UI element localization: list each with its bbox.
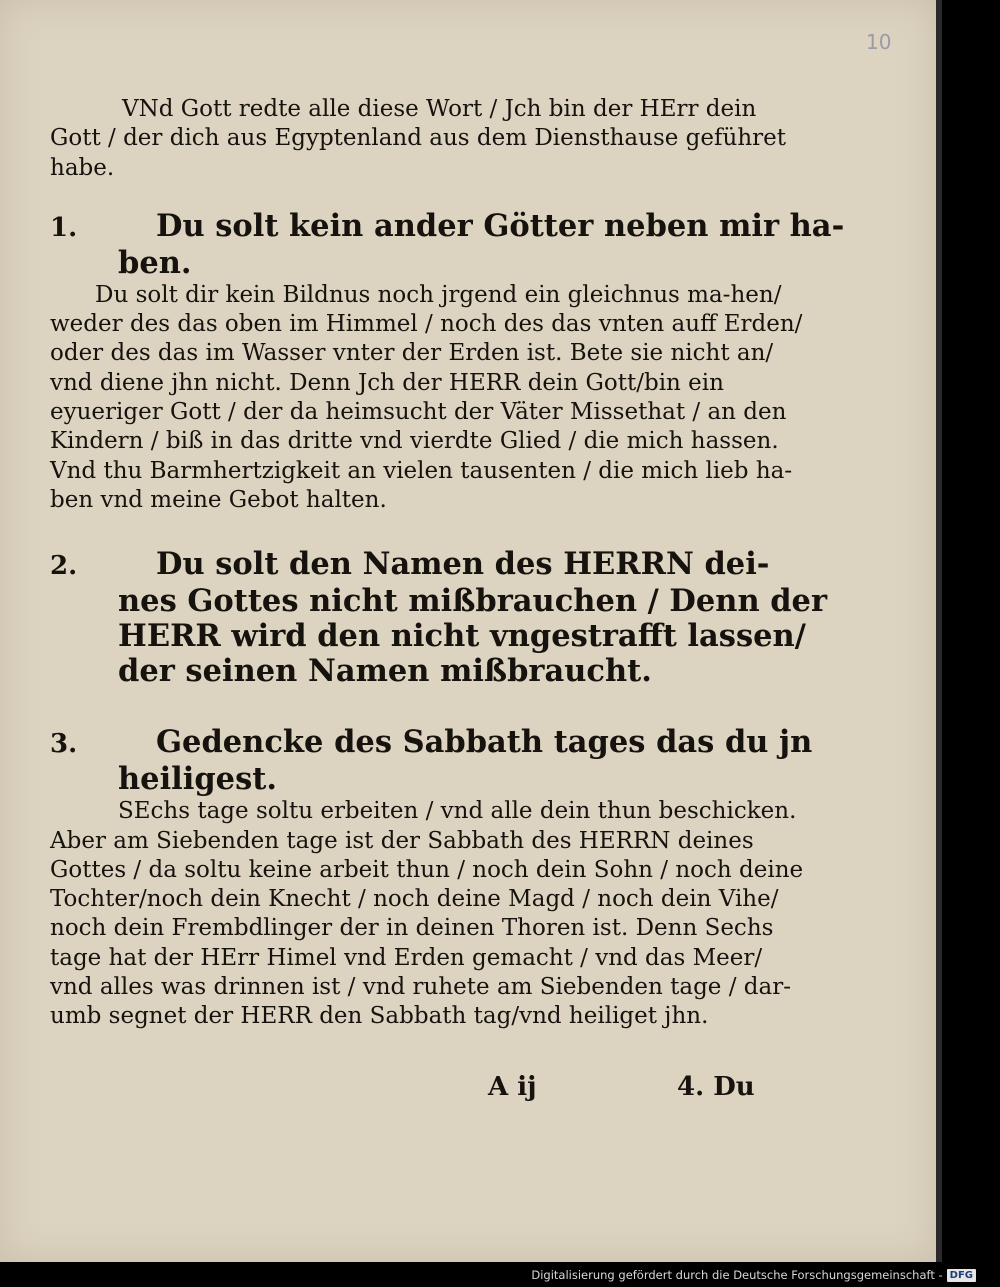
- commandment-1-text: eyueriger Gott / der da heimsucht der Väter Missethat / an den: [50, 399, 787, 426]
- commandment-3-text: SEchs tage soltu erbeiten / vnd alle dein thun beschicken.: [118, 798, 797, 825]
- commandment-3-heading: 3. Gedencke des Sabbath tages das du jn: [50, 724, 813, 761]
- commandment-1-text: Du solt dir kein Bildnus noch jrgend ein gleichnus ma-hen/: [95, 281, 782, 308]
- commandment-2-heading: 2. Du solt den Namen des HERRN dei-: [50, 546, 770, 583]
- intro-line: Gott / der dich aus Egyptenland aus dem Diensthause geführet: [50, 125, 786, 152]
- dfg-logo: DFG: [947, 1269, 976, 1282]
- intro-line: habe.: [50, 154, 115, 181]
- commandment-1-text: oder des das im Wasser vnter der Erden ist. Bete sie nicht an/: [50, 340, 774, 367]
- commandment-3-text: umb segnet der HERR den Sabbath tag/vnd heiliget jhn.: [50, 1003, 709, 1030]
- intro-line: VNd Gott redte alle diese Wort / Jch bin der HErr dein: [122, 96, 757, 122]
- commandment-3-text: Tochter/noch dein Knecht / noch deine Magd / noch dein Vihe/: [50, 886, 779, 913]
- commandment-1-text: ben vnd meine Gebot halten.: [50, 486, 387, 513]
- commandment-3-heading-cont: heiligest.: [118, 761, 277, 798]
- commandment-1-text: Vnd thu Barmhertzigkeit an vielen tausenten / die mich lieb ha-: [50, 457, 793, 484]
- commandment-1-text: Kindern / biß in das dritte vnd vierdte Glied / die mich hassen.: [50, 428, 779, 455]
- credit-text: Digitalisierung gefördert durch die Deutsche Forschungsgemeinschaft -: [531, 1268, 943, 1282]
- catchword: 4. Du: [677, 1072, 755, 1102]
- commandment-1-heading-cont: ben.: [118, 244, 192, 281]
- commandment-2-heading-cont: HERR wird den nicht vngestrafft lassen/: [118, 618, 806, 655]
- commandment-number: 3.: [50, 729, 78, 760]
- commandment-number: 1.: [50, 212, 78, 243]
- commandment-1-heading: 1. Du solt kein ander Götter neben mir ha-: [50, 207, 845, 244]
- commandment-3-text: noch dein Frembdlinger der in deinen Thoren ist. Denn Sechs: [50, 915, 774, 942]
- commandment-3-text: tage hat der HErr Himel vnd Erden gemacht / vnd das Meer/: [50, 944, 763, 971]
- commandment-3-text: vnd alles was drinnen ist / vnd ruhete am Siebenden tage / dar-: [50, 974, 791, 1001]
- commandment-3-text: Gottes / da soltu keine arbeit thun / noch dein Sohn / noch deine: [50, 856, 804, 883]
- page-edge: [936, 0, 942, 1262]
- signature-mark: A ij: [488, 1072, 537, 1102]
- digitization-credit: [531, 1268, 976, 1282]
- commandment-3-text: Aber am Siebenden tage ist der Sabbath des HERRN deines: [50, 827, 754, 854]
- commandment-2-heading-cont: nes Gottes nicht mißbrauchen / Denn der: [118, 583, 828, 620]
- commandment-2-heading-cont: der seinen Namen mißbraucht.: [118, 653, 652, 690]
- page-text: [50, 95, 845, 1032]
- commandment-1-text: weder des das oben im Himmel / noch des das vnten auff Erden/: [50, 311, 803, 338]
- commandment-1-text: vnd diene jhn nicht. Denn Jch der HERR dein Gott/bin ein: [50, 369, 724, 396]
- commandment-number: 2.: [50, 551, 78, 582]
- folio-mark: 10: [866, 30, 892, 54]
